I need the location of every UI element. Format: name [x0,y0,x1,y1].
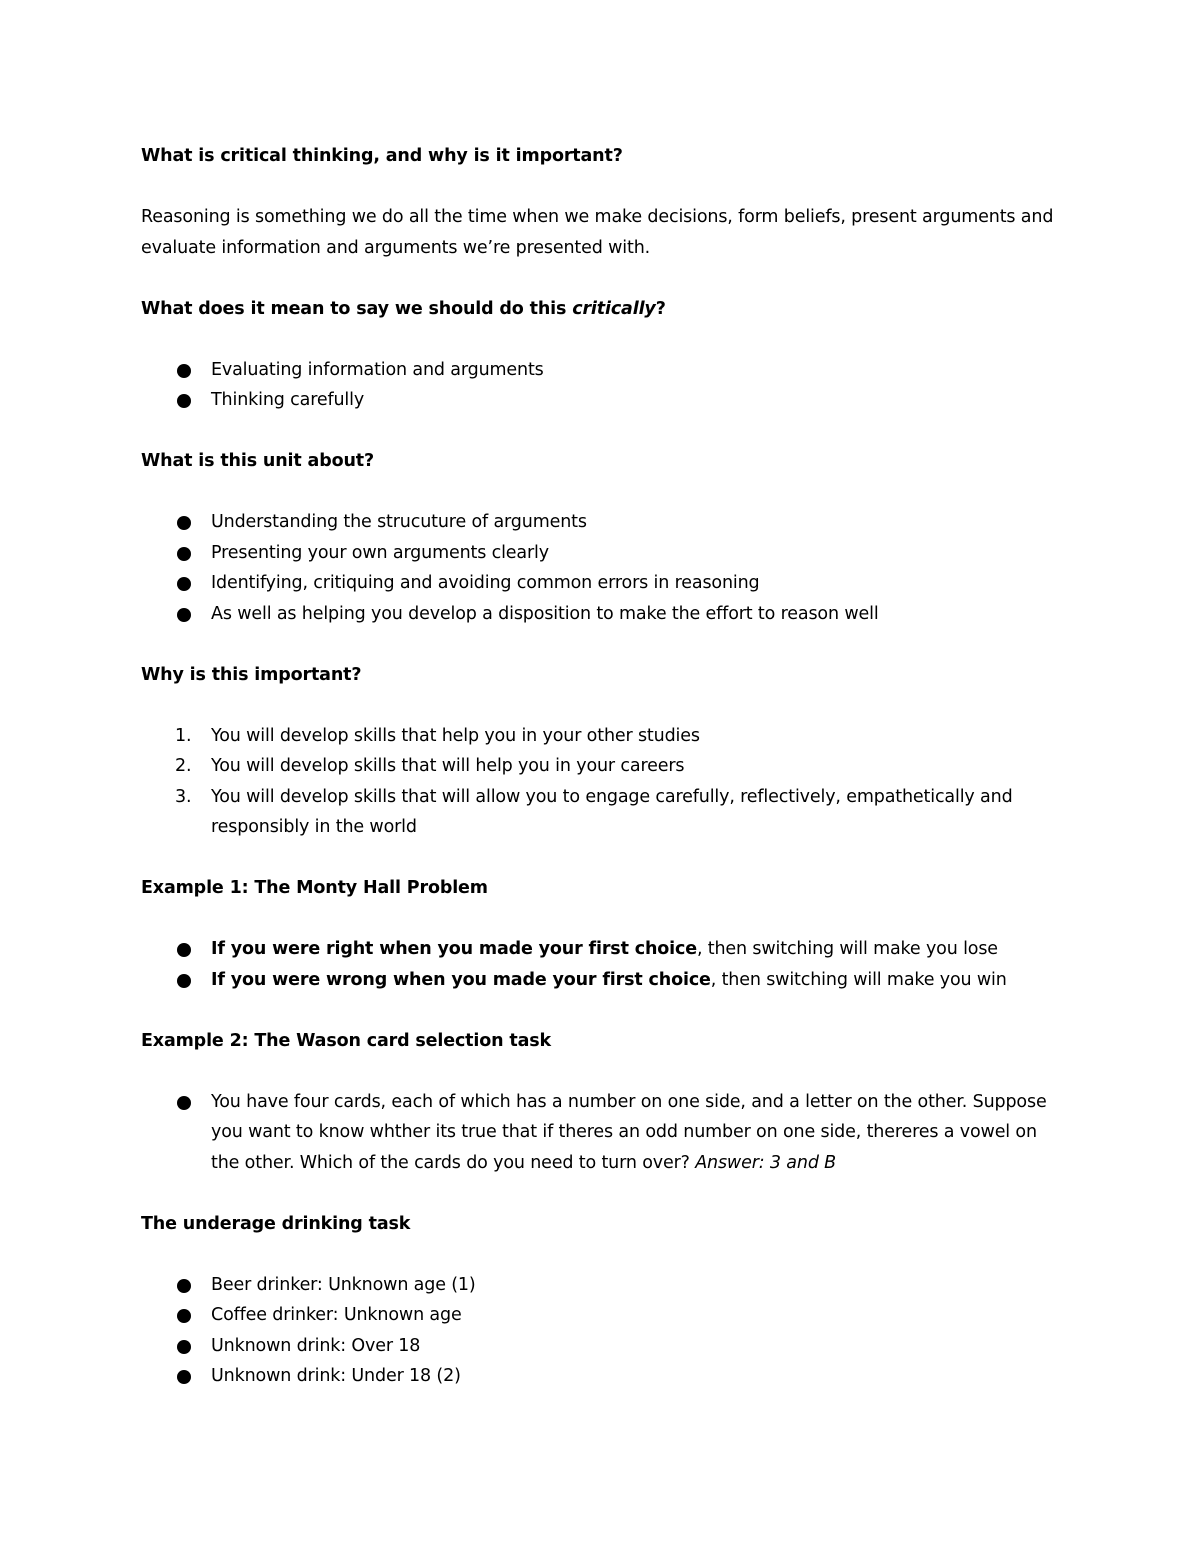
heading-critical-thinking: What is critical thinking, and why is it important? [141,146,623,166]
spacer [141,477,1061,508]
list-item [141,965,1061,996]
list-item [141,751,1061,782]
list-number: 1. [175,725,192,746]
bullet-icon [177,1309,191,1323]
heading-critically-word: critically [572,298,656,319]
spacer [141,843,1061,874]
list-critically [141,355,1061,416]
list-item [141,507,1061,538]
bullet-icon [177,547,191,561]
list-item [141,599,1061,630]
list-item [141,1361,1061,1392]
bullet-icon [177,1096,191,1110]
list-item-text: You will develop skills that will help you in your careers [211,756,685,776]
list-item-text: Thinking carefully [211,390,365,410]
list-item [141,721,1061,752]
bullet-icon [177,943,191,957]
list-item-text: Presenting your own arguments clearly [211,542,549,563]
heading-wason: Example 2: The Wason card selection task [141,1030,552,1051]
list-item-text: , then switching will make you win [710,969,1007,990]
list-item-bold-text: If you were wrong when you made your first choice [211,969,711,990]
heading-why-important: Why is this important? [141,664,362,685]
list-item-text: Identifying, critiquing and avoiding common errors in reasoning [211,573,760,593]
bullet-icon [177,608,191,622]
spacer [141,995,1061,1026]
document-page [141,141,1061,1392]
heading-monty-hall: Example 1: The Monty Hall Problem [141,878,488,898]
heading-underage-drinking: The underage drinking task [141,1213,411,1234]
spacer [141,904,1061,935]
list-item-text: You will develop skills that will allow you to engage carefully, reflectively, empathetically and responsibly in the world [211,786,1013,837]
list-item-text: You will develop skills that help you in your other studies [211,725,700,746]
heading-critically [141,294,1061,325]
spacer [141,1239,1061,1270]
list-monty-hall [141,934,1061,995]
list-item [141,568,1061,599]
spacer [141,1178,1061,1209]
heading-part: ? [655,298,666,319]
answer-text: Answer: 3 and B [695,1152,837,1173]
bullet-icon [177,1279,191,1293]
bullet-icon [177,1370,191,1384]
spacer [141,324,1061,355]
spacer [141,690,1061,721]
list-item [141,1087,1061,1179]
bullet-icon [177,394,191,408]
spacer [141,172,1061,203]
list-number: 3. [175,786,192,807]
list-number: 2. [175,756,192,776]
spacer [141,416,1061,447]
paragraph-reasoning: Reasoning is something we do all the time when we make decisions, form beliefs, present arguments and evaluate information and arguments we’re presented with. [141,207,1054,258]
bullet-icon [177,974,191,988]
heading-unit-about: What is this unit about? [141,451,374,471]
list-unit-about [141,507,1061,629]
list-why-important [141,721,1061,843]
list-item-text: , then switching will make you lose [696,939,998,959]
list-item-text: You have four cards, each of which has a number on one side, and a letter on the other. Suppose you want to know whther its true that if theres an odd number on one side, thereres a vowel on the other. Which of the cards do you need to turn over? [211,1091,1047,1173]
list-item-text: Understanding the strucuture of arguments [211,512,587,532]
list-item-text: Coffee drinker: Unknown age [211,1305,462,1325]
list-item [141,1270,1061,1301]
list-item [141,355,1061,386]
list-item-text: As well as helping you develop a disposition to make the effort to reason well [211,603,879,624]
spacer [141,629,1061,660]
heading-part: mean to say we should do [264,298,530,319]
list-underage-drinking [141,1270,1061,1392]
bullet-icon [177,516,191,530]
list-item [141,538,1061,569]
list-wason [141,1087,1061,1179]
list-item-text: Unknown drink: Under 18 (2) [211,1366,461,1386]
list-item-text: Beer drinker: Unknown age (1) [211,1274,476,1295]
bullet-icon [177,1340,191,1354]
list-item [141,1331,1061,1362]
list-item-text: Unknown drink: Over 18 [211,1335,421,1356]
bullet-icon [177,364,191,378]
list-item-bold-text: If you were right when you made your first choice [211,939,697,959]
bullet-icon [177,577,191,591]
list-item [141,782,1061,843]
heading-part: it [250,298,265,319]
list-item [141,385,1061,416]
list-item [141,934,1061,965]
list-item [141,1300,1061,1331]
spacer [141,263,1061,294]
heading-part: this [529,298,567,319]
spacer [141,1056,1061,1087]
heading-part: What does [141,298,251,319]
list-item-text: Evaluating information and arguments [211,359,544,380]
